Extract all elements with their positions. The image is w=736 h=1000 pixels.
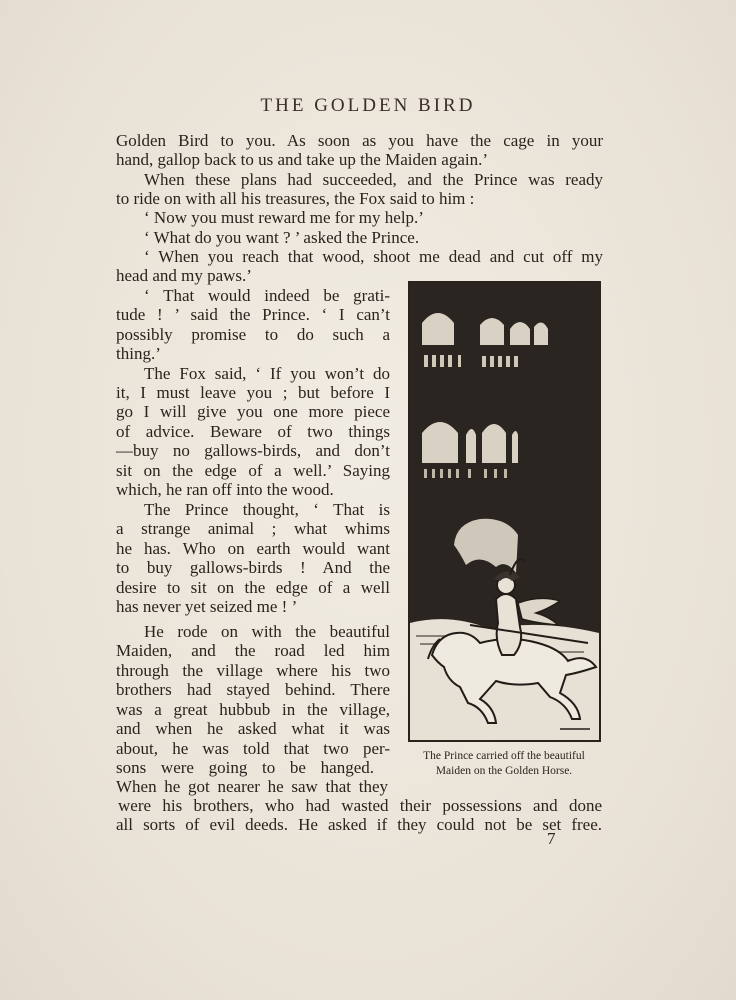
text-line: sit on the edge of a well.’ Saying [116, 461, 390, 480]
text-line: thing.’ [116, 344, 161, 363]
caption-line: The Prince carried off the beautiful [423, 750, 585, 762]
text-line: hand, gallop back to us and take up the Maiden again.’ [116, 150, 488, 169]
text-line: ‘ What do you want ? ’ asked the Prince. [144, 228, 420, 247]
text-line: sons were going to be hanged. [116, 758, 374, 777]
text-line: it, I must leave you ; but before I [116, 383, 390, 402]
text-line: When these plans had succeeded, and the Prince was ready [144, 170, 603, 189]
illustration-prince-on-horse [408, 281, 601, 742]
text-line: possibly promise to do such a [116, 325, 390, 344]
text-line: The Fox said, ‘ If you won’t do [144, 364, 390, 383]
text-line: tude ! ’ said the Prince. ‘ I can’t [116, 305, 390, 324]
text-line: of advice. Beware of two things [116, 422, 390, 441]
text-line: all sorts of evil deeds. He asked if they could not be set free. [116, 815, 602, 834]
text-line: desire to sit on the edge of a well [116, 578, 390, 597]
text-line: which, he ran off into the wood. [116, 480, 334, 499]
text-line: When he got nearer he saw that they [116, 777, 388, 796]
illustration-caption [404, 749, 604, 779]
text-line: and when he asked what it was [116, 719, 390, 738]
text-line: go I will give you one more piece [116, 402, 390, 421]
text-line: through the village where his two [116, 661, 390, 680]
woodcut-illustration [410, 283, 599, 740]
text-line: He rode on with the beautiful [144, 622, 390, 641]
text-line: were his brothers, who had wasted their possessions and done [118, 796, 602, 815]
text-line: ‘ When you reach that wood, shoot me dead and cut off my [144, 247, 603, 266]
text-line: —buy no gallows-birds, and don’t [116, 441, 390, 460]
running-title: THE GOLDEN BIRD [260, 95, 476, 116]
text-line: The Prince thought, ‘ That is [144, 500, 390, 519]
page-number: 7 [547, 829, 556, 848]
text-line: head and my paws.’ [116, 266, 252, 285]
text-line: Golden Bird to you. As soon as you have the cage in your [116, 131, 603, 150]
text-line: ‘ That would indeed be grati- [144, 286, 390, 305]
caption-line: Maiden on the Golden Horse. [435, 765, 573, 777]
text-line: has never yet seized me ! ’ [116, 597, 298, 616]
text-line: was a great hubbub in the village, [116, 700, 390, 719]
text-line: he has. Who on earth would want [116, 539, 390, 558]
text-line: brothers had stayed behind. There [116, 680, 390, 699]
text-line: ‘ Now you must reward me for my help.’ [144, 208, 424, 227]
text-line: Maiden, and the road led him [116, 641, 390, 660]
text-line: to buy gallows-birds ! And the [116, 558, 390, 577]
text-line: about, he was told that two per- [116, 739, 390, 758]
text-line: to ride on with all his treasures, the Fox said to him : [116, 189, 475, 208]
text-line: a strange animal ; what whims [116, 519, 390, 538]
